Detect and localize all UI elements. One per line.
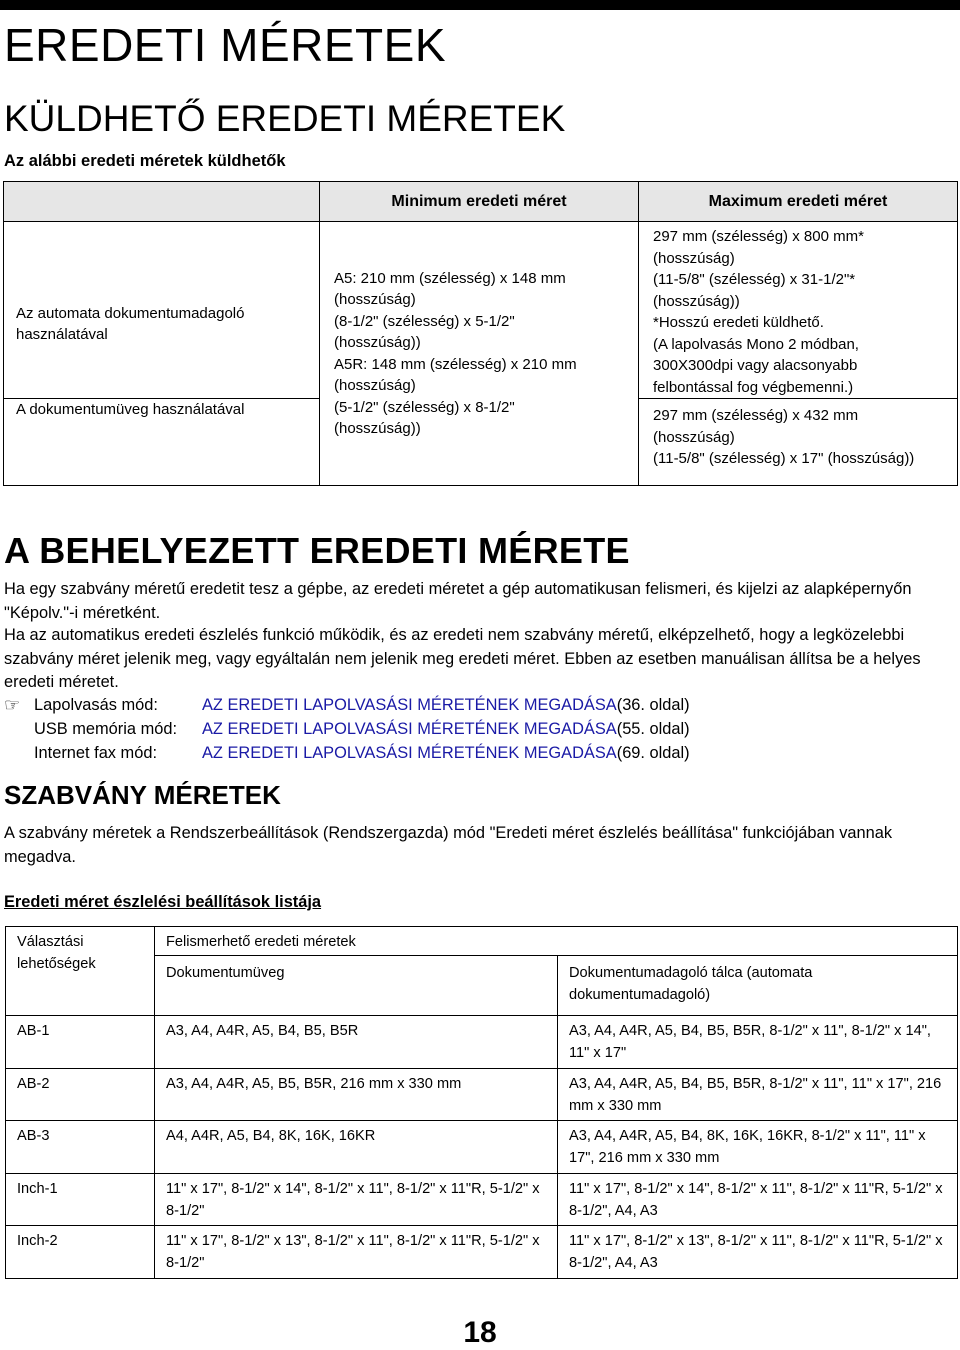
header-detectable: Felismerhető eredeti méretek: [155, 927, 958, 956]
table-header-min: Minimum eredeti méret: [320, 182, 639, 222]
spacer: [4, 718, 34, 742]
min-size-cell: [320, 222, 639, 486]
table-row: [6, 1068, 958, 1121]
text-line: (11-5/8" (szélesség) x 17" (hosszúság)): [653, 450, 915, 467]
text-line: (hosszúság)): [653, 292, 740, 310]
reference-list: [4, 694, 690, 765]
page-number: 18: [463, 1316, 497, 1349]
row-glass: 11" x 17", 8-1/2" x 13", 8-1/2" x 11", 8-1/2" x 11"R, 5-1/2" x 8-1/2": [155, 1226, 558, 1279]
reference-page: (69. oldal): [616, 743, 690, 762]
text-line: (11-5/8" (szélesség) x 31-1/2"*: [653, 271, 856, 288]
row-adf: A3, A4, A4R, A5, B4, B5, B5R, 8-1/2" x 11", 11" x 17", 216 mm x 330 mm: [558, 1068, 958, 1121]
table-header-row: [4, 182, 958, 222]
row-name: AB-3: [6, 1121, 155, 1174]
header-adf: Dokumentumadagoló tálca (automata dokumentumadagoló): [558, 956, 958, 1016]
section-title-standard-sizes: SZABVÁNY MÉRETEK: [4, 780, 281, 810]
reference-page: (55. oldal): [616, 719, 690, 738]
table-row: [6, 1121, 958, 1174]
reference-label: Internet fax mód:: [34, 743, 157, 762]
table-row: [4, 222, 958, 399]
placed-paragraph-2: Ha az automatikus eredeti észlelés funkció működik, és az eredeti nem szabvány méretű, elképzelhető, hogy a legközelebbi szabvány méret jelenik meg, vagy egyáltalán nem jelenik meg eredeti méret. Ebben az esetben manuálisan állítsa be a helyes eredeti méretet.: [4, 626, 921, 691]
row-name: AB-1: [6, 1016, 155, 1069]
text-line: (5-1/2" (szélesség) x 8-1/2": [334, 398, 515, 416]
table-header-empty: [4, 182, 320, 222]
row-label-adf: Az automata dokumentumadagoló használatával: [4, 222, 320, 399]
reference-item: [4, 742, 690, 766]
text-line: (hosszúság): [334, 291, 416, 308]
text-line: (A lapolvasás Mono 2 módban,: [653, 335, 859, 353]
text-line: 297 mm (szélesség) x 800 mm*: [653, 228, 864, 245]
detection-list-title: Eredeti méret észlelési beállítások listája: [4, 893, 322, 911]
row-adf: A3, A4, A4R, A5, B4, B5, B5R, 8-1/2" x 11", 8-1/2" x 14", 11" x 17": [558, 1016, 958, 1069]
text-line: 300X300dpi vagy alacsonyabb: [653, 357, 858, 374]
text-line: 297 mm (szélesség) x 432 mm: [653, 407, 859, 424]
text-line: (8-1/2" (szélesség) x 5-1/2": [334, 312, 515, 330]
row-adf: A3, A4, A4R, A5, B4, 8K, 16K, 16KR, 8-1/2" x 11", 11" x 17", 216 mm x 330 mm: [558, 1121, 958, 1174]
row-glass: A3, A4, A4R, A5, B4, B5, B5R: [155, 1016, 558, 1069]
placed-paragraph-1: Ha egy szabvány méretű eredetit tesz a gépbe, az eredeti méretet a gép automatikusan felismeri, és kijelzi az alapképernyőn "Képolv."-i méretként.: [4, 580, 912, 622]
reference-page: (36. oldal): [616, 696, 690, 714]
max-size-adf-cell: [639, 222, 958, 399]
header-choice: Választási lehetőségek: [6, 927, 155, 1016]
header-glass: Dokumentumüveg: [155, 956, 558, 1016]
row-glass: A4, A4R, A5, B4, 8K, 16K, 16KR: [155, 1121, 558, 1174]
reference-link-internet-fax[interactable]: AZ EREDETI LAPOLVASÁSI MÉRETÉNEK MEGADÁSA: [202, 743, 617, 762]
text-line: felbontással fog végbemenni.): [653, 378, 854, 396]
spacer: [4, 742, 34, 766]
standard-paragraph: A szabvány méretek a Rendszerbeállítások (Rendszergazda) mód "Eredeti méret észlelés beállítása" funkciójában vannak megadva.: [4, 824, 893, 866]
table-header-max: Maximum eredeti méret: [639, 182, 958, 222]
reference-label: Lapolvasás mód:: [34, 696, 158, 714]
row-name: Inch-2: [6, 1226, 155, 1279]
text-line: (hosszúság): [653, 249, 735, 267]
max-size-glass-cell: [639, 399, 958, 486]
reference-label: USB memória mód:: [34, 719, 178, 738]
sizes-intro: Az alábbi eredeti méretek küldhetők: [4, 152, 286, 170]
row-adf: 11" x 17", 8-1/2" x 14", 8-1/2" x 11", 8-1/2" x 11"R, 5-1/2" x 8-1/2", A4, A3: [558, 1173, 958, 1226]
table-header-row: [6, 927, 958, 956]
row-glass: 11" x 17", 8-1/2" x 14", 8-1/2" x 11", 8-1/2" x 11"R, 5-1/2" x 8-1/2": [155, 1173, 558, 1226]
top-rule: [0, 0, 960, 10]
reference-item: [4, 718, 690, 742]
text-line: (hosszúság)): [334, 334, 421, 351]
reference-link-scan[interactable]: AZ EREDETI LAPOLVASÁSI MÉRETÉNEK MEGADÁSA: [202, 696, 617, 714]
sendable-sizes-table: [3, 181, 958, 486]
row-glass: A3, A4, A4R, A5, B5, B5R, 216 mm x 330 mm: [155, 1068, 558, 1121]
text-line: *Hosszú eredeti küldhető.: [653, 314, 824, 331]
detection-settings-table: [5, 926, 958, 1279]
text-line: A5: 210 mm (szélesség) x 148 mm: [334, 269, 566, 287]
text-line: (hosszúság): [653, 428, 735, 446]
section-title-sendable-sizes: KÜLDHETŐ EREDETI MÉRETEK: [4, 98, 566, 139]
table-row: [6, 1173, 958, 1226]
text-line: (hosszúság): [334, 377, 416, 394]
reference-item: [4, 694, 690, 718]
row-name: Inch-1: [6, 1173, 155, 1226]
section-title-placed-size: A BEHELYEZETT EREDETI MÉRETE: [4, 530, 630, 571]
page-title: EREDETI MÉRETEK: [4, 19, 447, 71]
text-line: (hosszúság)): [334, 420, 421, 437]
reference-link-usb[interactable]: AZ EREDETI LAPOLVASÁSI MÉRETÉNEK MEGADÁSA: [202, 719, 617, 738]
pointing-hand-icon: ☞: [4, 695, 21, 715]
row-label-glass: A dokumentumüveg használatával: [4, 399, 320, 486]
text-line: A5R: 148 mm (szélesség) x 210 mm: [334, 355, 577, 373]
row-adf: 11" x 17", 8-1/2" x 13", 8-1/2" x 11", 8-1/2" x 11"R, 5-1/2" x 8-1/2", A4, A3: [558, 1226, 958, 1279]
table-row: [6, 1226, 958, 1279]
row-name: AB-2: [6, 1068, 155, 1121]
table-row: [6, 1016, 958, 1069]
